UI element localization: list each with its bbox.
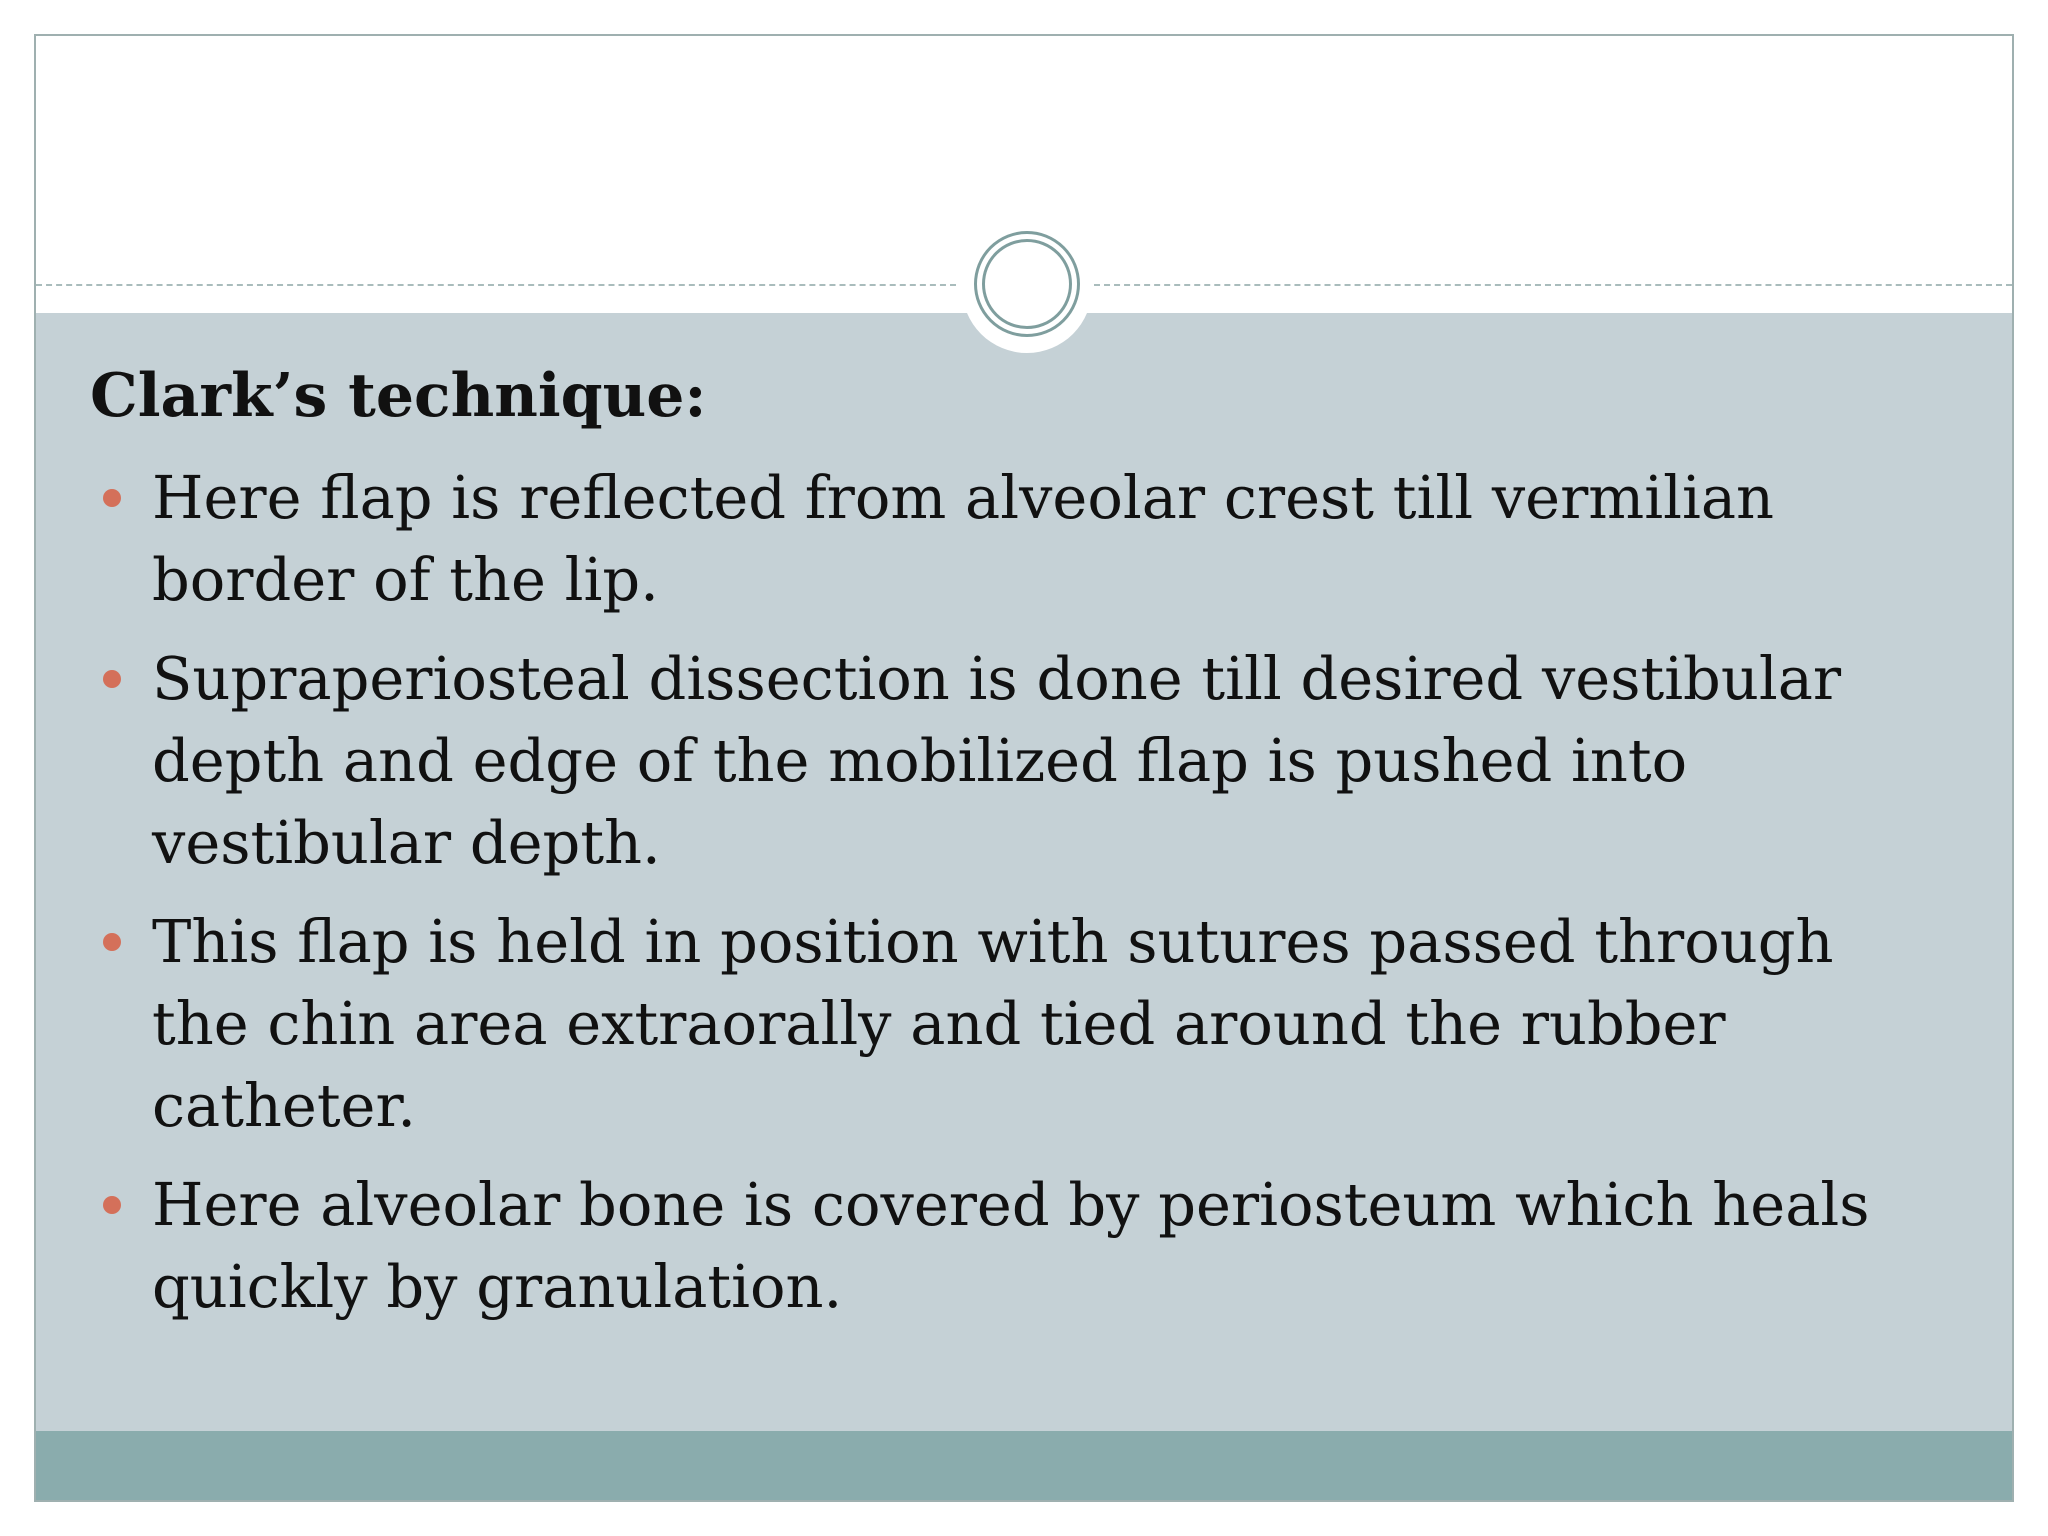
bullet-list (90, 457, 1910, 1345)
slide (34, 34, 2014, 1502)
bullet-text: Supraperiosteal dissection is done till desired vestibular depth and edge of the mobilized flap is pushed into vestibular depth. (152, 644, 1842, 877)
ring-ornament-inner (982, 239, 1072, 329)
bullet-dot-icon (103, 670, 121, 688)
bullet-dot-icon (103, 1196, 121, 1214)
header-divider-left (36, 284, 956, 286)
footer-bar (36, 1431, 2012, 1502)
header-divider-right (1094, 284, 2012, 286)
bullet-dot-icon (103, 933, 121, 951)
bullet-text: Here alveolar bone is covered by periosteum which heals quickly by granulation. (152, 1170, 1870, 1321)
bullet-item (90, 901, 1910, 1147)
bullet-item (90, 638, 1910, 884)
bullet-item (90, 1164, 1910, 1328)
slide-title: Clark’s technique: (90, 361, 707, 431)
bullet-dot-icon (103, 489, 121, 507)
bullet-item (90, 457, 1910, 621)
bullet-text: This flap is held in position with sutures passed through the chin area extraorally and tied around the rubber catheter. (152, 907, 1834, 1140)
bullet-text: Here flap is reflected from alveolar crest till vermilian border of the lip. (152, 463, 1775, 614)
